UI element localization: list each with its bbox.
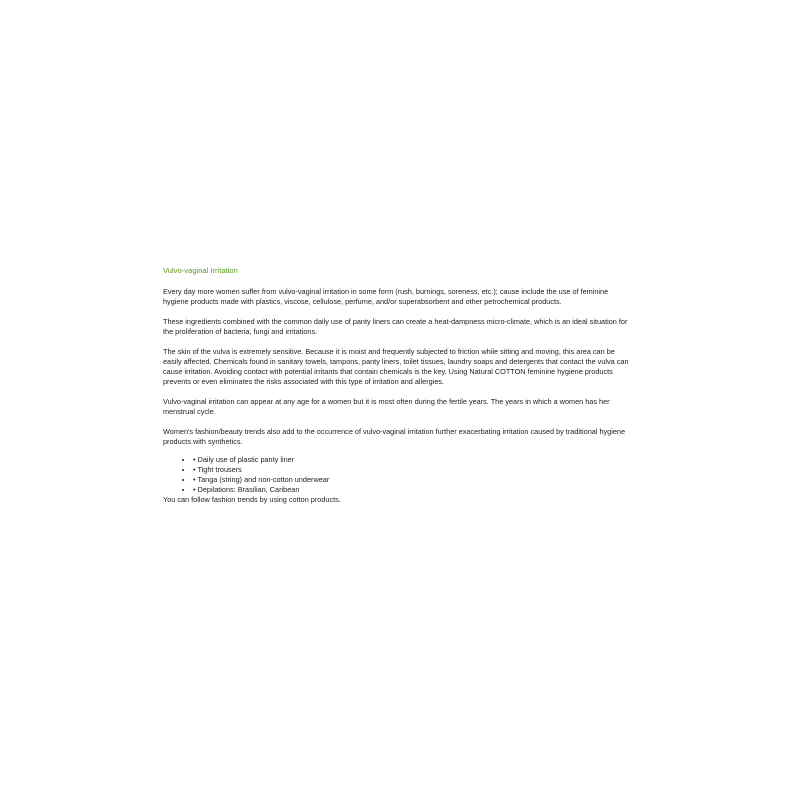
paragraph-fashion: Women's fashion/beauty trends also add to the occurrence of vulvo-vaginal irritation further exacerbating irritation caused by traditional hygiene products with synthetics. [163, 427, 626, 446]
trend-list [163, 455, 633, 495]
list-item: • • Daily use of plastic panty liner [193, 455, 633, 465]
paragraph-ingredients: These ingredients combined with the common daily use of panty liners can create a heat-dampness micro-climate, which is an ideal situation for the proliferation of bacteria, fungi and irritations. [163, 317, 628, 336]
list-item: • • Tight trousers [193, 465, 633, 475]
article-heading: Vulvo-vaginal Irritation [163, 266, 238, 275]
paragraph-intro: Every day more women suffer from vulvo-vaginal irritation in some form (rush, burnings, soreness, etc.); cause include the use of feminine hygiene products made with plastics, viscose, cellulose, perfume, and/or superabsorbent and other petrochemical products. [163, 287, 609, 306]
paragraph-age: Vulvo-vaginal irritation can appear at any age for a women but it is most often during the fertile years. The years in which a women has her menstrual cycle. [163, 397, 610, 416]
list-item: • • Depilations: Brasilian, Caribean [193, 485, 633, 495]
closing-line: You can follow fashion trends by using cotton products. [163, 495, 341, 504]
list-item: • • Tanga (string) and non-cotton underwear [193, 475, 633, 485]
article [163, 266, 633, 505]
paragraph-skin: The skin of the vulva is extremely sensitive. Because it is moist and frequently subjected to friction while sitting and moving, this area can be easily affected. Chemicals found in sanitary towels, tampons, panty liners, toilet tissues, laundry soaps and detergents that contact the vulva can cause irritation. Avoiding contact with potential irritants that contain chemicals is the key. Using Natural COTTON feminine hygiene products prevents or even eliminates the risks associated with this type of irritation and allergies. [163, 347, 629, 386]
